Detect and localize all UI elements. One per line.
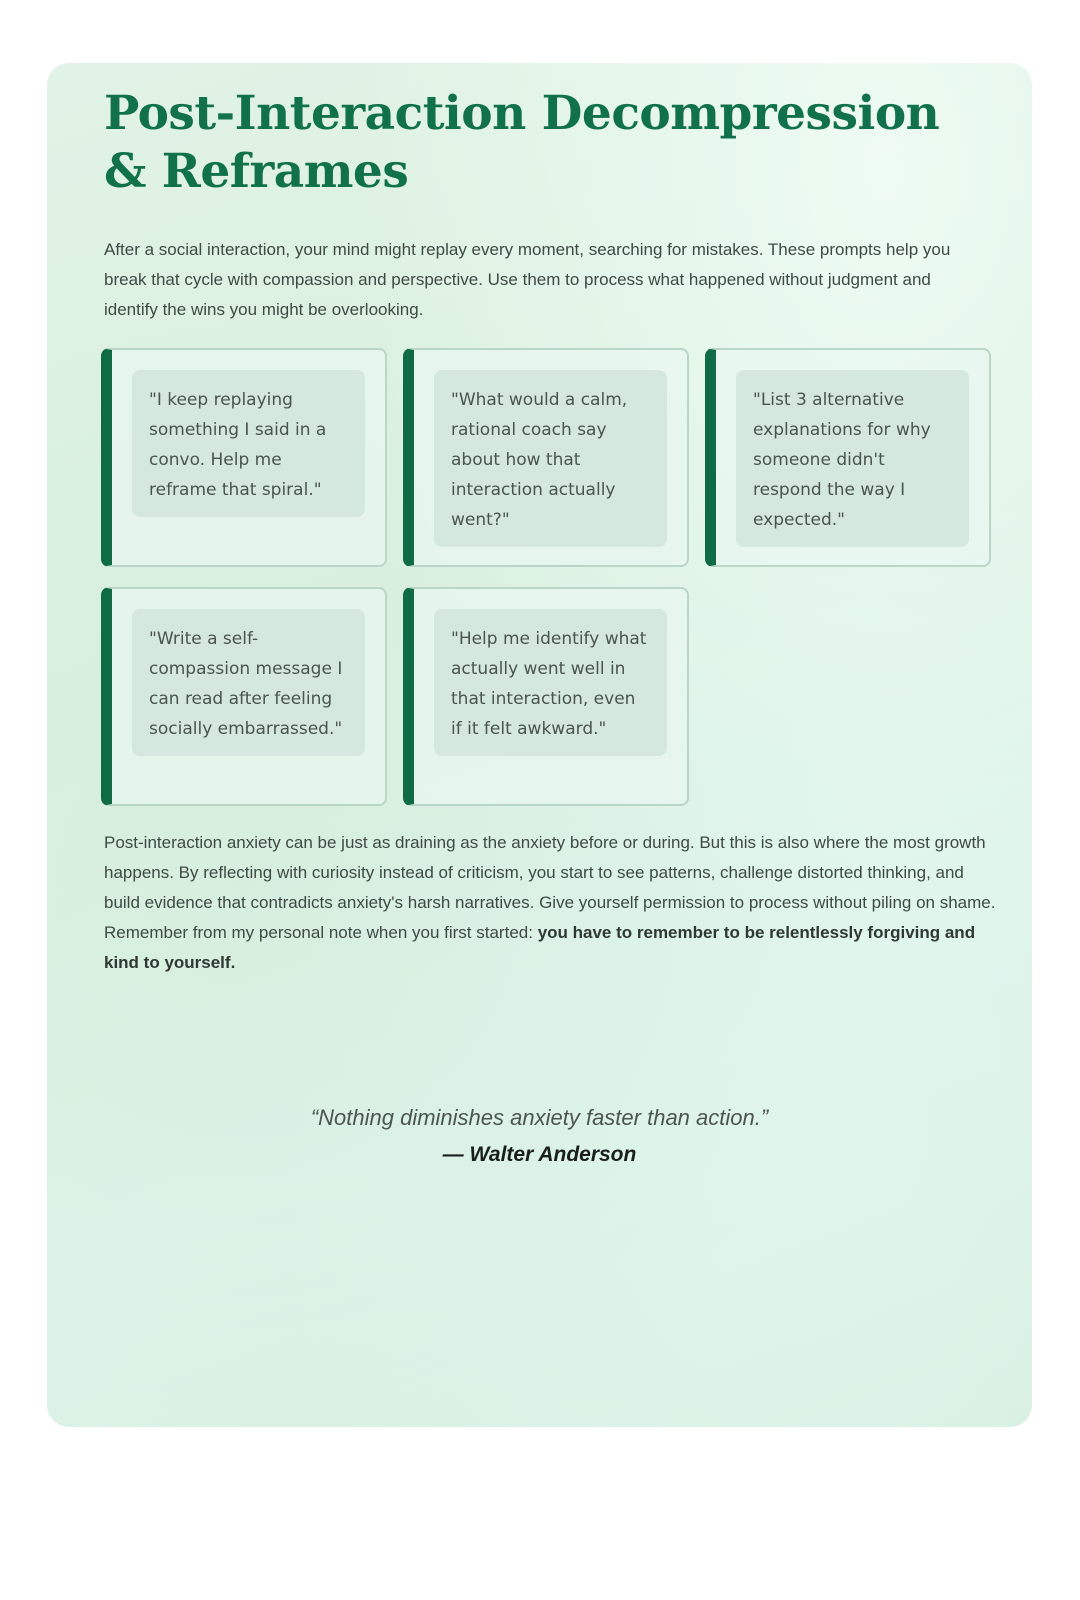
body-text: Post-interaction anxiety can be just as draining as the anxiety before or during. But this is also where the most growth happens. By reflecting with curiosity instead of criticism, you start to see patterns, challenge distorted thinking, and build evidence that contradicts anxiety's harsh narratives. Give yourself permission to process without piling on shame. Remember from my personal note when you first started: — [104, 833, 996, 942]
prompt-card — [705, 348, 991, 567]
prompt-card — [101, 587, 387, 806]
prompt-text: "Write a self-compassion message I can read after feeling socially embarrassed." — [132, 609, 365, 756]
prompt-text: "I keep replaying something I said in a convo. Help me reframe that spiral." — [132, 370, 365, 517]
prompt-text: "Help me identify what actually went well in that interaction, even if it felt awkward." — [434, 609, 667, 756]
content-panel — [47, 63, 1032, 1427]
body-emphasis: you have to remember to be relentlessly forgiving and kind to yourself. — [104, 923, 976, 972]
page-title: Post-Interaction Decompression & Reframes — [104, 86, 940, 199]
prompt-text: "List 3 alternative explanations for why someone didn't respond the way I expected." — [736, 370, 969, 547]
quote-author: — Walter Anderson — [442, 1143, 637, 1166]
body-paragraph — [104, 828, 1004, 978]
quote-text: “Nothing diminishes anxiety faster than action.” — [310, 1105, 769, 1130]
prompt-card — [403, 348, 689, 567]
prompt-card — [403, 587, 689, 806]
prompt-card — [101, 348, 387, 567]
intro-paragraph: After a social interaction, your mind might replay every moment, searching for mistakes. These prompts help you break that cycle with compassion and perspective. Use them to process what happened without judgment and identify the wins you might be overlooking. — [104, 240, 951, 319]
prompt-text: "What would a calm, rational coach say about how that interaction actually went?" — [434, 370, 667, 547]
